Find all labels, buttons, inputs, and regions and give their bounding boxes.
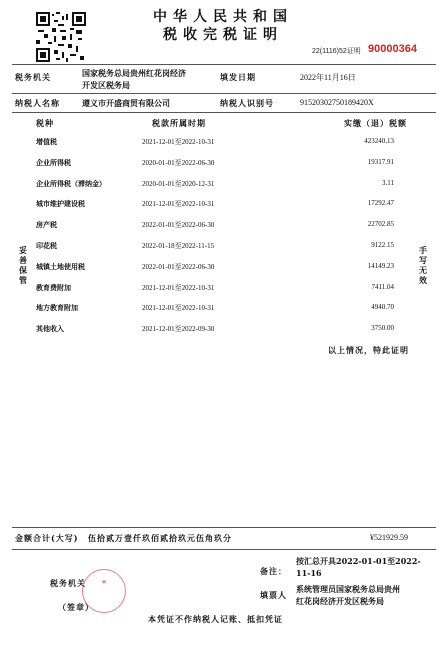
period-cell: 2020-01-01至2022-06-30	[142, 158, 215, 167]
table-row	[0, 283, 446, 301]
issue-date-value: 2022年11月16日	[300, 73, 356, 82]
period-cell: 2022-01-01至2022-06-30	[142, 262, 215, 271]
amount-cell: 423240.13	[364, 137, 394, 145]
taxpayer-name-label: 纳税人名称	[15, 98, 60, 108]
taxpayer-id-label: 纳税人识别号	[220, 98, 274, 108]
issuer-label: 填票人	[260, 590, 287, 600]
right-side-note	[418, 245, 428, 285]
issuer-value-1: 系统管理员国家税务总局贵州	[296, 584, 400, 594]
amount-cell: 7411.04	[371, 282, 394, 291]
column-header-tax-type: 税种	[36, 118, 54, 128]
issuer-value-2: 红花岗经济开发区税务局	[296, 596, 384, 606]
tax-authority-value-1: 国家税务总局贵州红花岗经济	[82, 68, 186, 78]
amount-cell: 19317.91	[367, 157, 394, 166]
divider-2	[12, 93, 436, 94]
official-seal	[82, 569, 126, 613]
remarks-label: 备注：	[260, 566, 287, 576]
amount-cell: 3750.00	[371, 324, 394, 333]
table-row	[0, 241, 446, 259]
tax-type-cell: 地方教育附加	[36, 303, 78, 313]
period-cell: 2021-12-01至2022-09-30	[142, 325, 215, 334]
table-row	[0, 262, 446, 280]
divider-3	[12, 112, 436, 113]
divider-top	[12, 64, 436, 65]
tax-type-cell: 教育费附加	[36, 282, 71, 292]
period-cell: 2022-01-01至2022-06-30	[142, 221, 215, 230]
table-row	[0, 137, 446, 155]
certificate-number: 90000364	[368, 43, 417, 55]
right-side-note-text: 手写无效	[419, 245, 427, 285]
total-label: 金额合计(大写)	[15, 533, 79, 543]
period-cell: 2021-12-01至2022-10-31	[142, 138, 215, 146]
closing-note: 以上情况，特此证明	[328, 345, 409, 355]
period-cell: 2021-12-01至2022-10-31	[142, 283, 215, 292]
table-row	[0, 199, 446, 217]
table-row	[0, 179, 446, 197]
amount-cell: 17292.47	[367, 199, 394, 208]
seal-sign-label: （签章）	[58, 602, 94, 612]
taxpayer-id-value: 91520302750189420X	[300, 98, 374, 107]
total-words: 伍拾贰万壹仟玖佰贰拾玖元伍角玖分	[88, 533, 232, 543]
left-side-note	[18, 245, 28, 285]
tax-type-cell: 增值税	[36, 137, 57, 146]
period-cell: 2021-12-01至2022-10-31	[142, 304, 215, 313]
amount-cell: 22702.85	[367, 220, 394, 229]
footer-note: 本凭证不作纳税人记账、抵扣凭证	[148, 614, 283, 624]
left-side-note-text: 妥善保管	[19, 245, 27, 285]
period-cell: 2021-12-01至2022-10-31	[142, 200, 215, 209]
tax-type-cell: 企业所得税	[36, 157, 71, 167]
seal-label: 税务机关	[50, 578, 86, 588]
table-row	[0, 158, 446, 176]
divider-total-top	[12, 527, 436, 528]
amount-cell: 9122.15	[371, 241, 394, 249]
remarks-value-1: 按汇总开具2022-01-01至2022-	[296, 556, 421, 566]
table-row	[0, 303, 446, 321]
certificate-code: 22(1116)52证明	[312, 48, 361, 55]
tax-type-cell: 企业所得税（滞纳金）	[36, 178, 106, 188]
column-header-amount: 实缴（退）税额	[344, 118, 407, 128]
document-subtitle: 税收完税证明	[163, 27, 283, 43]
period-cell: 2020-01-01至2020-12-31	[142, 179, 215, 188]
tax-type-cell: 城镇土地使用税	[36, 261, 85, 271]
tax-type-cell: 城市维护建设税	[36, 199, 85, 209]
period-cell: 2022-01-18至2022-11-15	[142, 242, 215, 250]
taxpayer-name-value: 遵义市开盛商贸有限公司	[82, 98, 170, 108]
remarks-value-2: 11-16	[296, 568, 322, 578]
table-row	[0, 324, 446, 342]
tax-type-cell: 房产税	[36, 220, 57, 230]
issue-date-label: 填发日期	[220, 72, 256, 82]
seal-star-icon: ★	[100, 578, 108, 587]
tax-type-cell: 印花税	[36, 241, 57, 250]
divider-total-bottom	[12, 549, 436, 550]
column-header-period: 税款所属时期	[152, 118, 206, 128]
table-row	[0, 220, 446, 238]
amount-cell: 4940.70	[371, 303, 394, 312]
total-amount: ¥521929.59	[370, 533, 408, 542]
amount-cell: 3.11	[382, 178, 394, 187]
amount-cell: 14149.23	[367, 261, 394, 270]
tax-type-cell: 其他收入	[36, 324, 64, 334]
tax-authority-value-2: 开发区税务局	[82, 80, 130, 90]
document-title: 中华人民共和国	[153, 9, 293, 25]
tax-authority-label: 税务机关	[15, 72, 51, 82]
